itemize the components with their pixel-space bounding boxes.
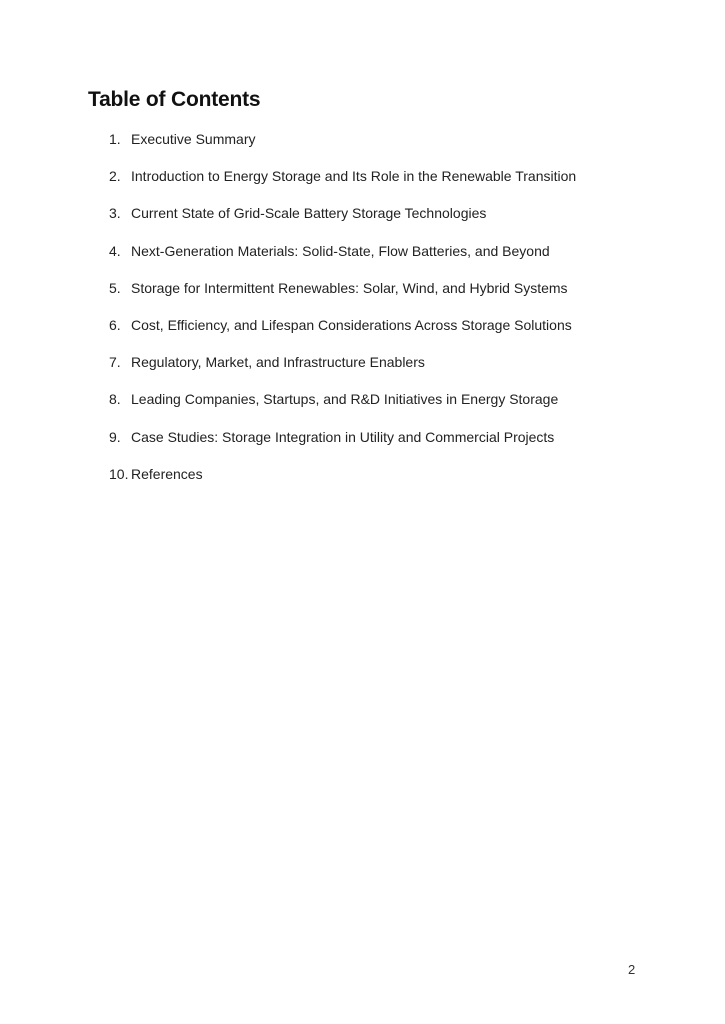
toc-item-text: Current State of Grid-Scale Battery Storage Technologies	[131, 205, 487, 222]
toc-item	[109, 353, 576, 390]
toc-item	[109, 130, 576, 167]
toc-item-text: Introduction to Energy Storage and Its Role in the Renewable Transition	[131, 168, 577, 185]
toc-item-text: Storage for Intermittent Renewables: Solar, Wind, and Hybrid Systems	[131, 279, 568, 296]
toc-item-text: Executive Summary	[131, 131, 256, 147]
toc-item	[109, 279, 576, 316]
toc-item	[109, 428, 576, 465]
toc-item	[109, 390, 576, 427]
toc-item-number: 8.	[109, 391, 121, 408]
toc-item-number: 5.	[109, 279, 121, 296]
toc-item-text: Leading Companies, Startups, and R&D Initiatives in Energy Storage	[131, 391, 559, 408]
toc-item-number: 7.	[109, 354, 121, 371]
toc-item-number: 2.	[109, 168, 121, 185]
toc-list	[109, 130, 576, 502]
toc-item-number: 6.	[109, 316, 121, 333]
toc-title: Table of Contents	[88, 88, 261, 111]
toc-item-number: 4.	[109, 242, 121, 259]
toc-item	[109, 167, 576, 204]
toc-item-number: 10.	[109, 465, 129, 482]
toc-item-text: Next-Generation Materials: Solid-State, Flow Batteries, and Beyond	[131, 242, 550, 259]
toc-item-text: Cost, Efficiency, and Lifespan Considerations Across Storage Solutions	[131, 316, 572, 333]
toc-item	[109, 204, 576, 241]
toc-item-text: References	[131, 465, 203, 482]
toc-item	[109, 316, 576, 353]
toc-item-number: 9.	[109, 428, 121, 445]
toc-item-text: Case Studies: Storage Integration in Utility and Commercial Projects	[131, 428, 555, 445]
toc-item-text: Regulatory, Market, and Infrastructure Enablers	[131, 354, 425, 371]
toc-item	[109, 242, 576, 279]
toc-item	[109, 465, 576, 502]
toc-item-number: 1.	[109, 131, 121, 147]
page-number: 2	[628, 962, 636, 977]
toc-item-number: 3.	[109, 205, 121, 222]
